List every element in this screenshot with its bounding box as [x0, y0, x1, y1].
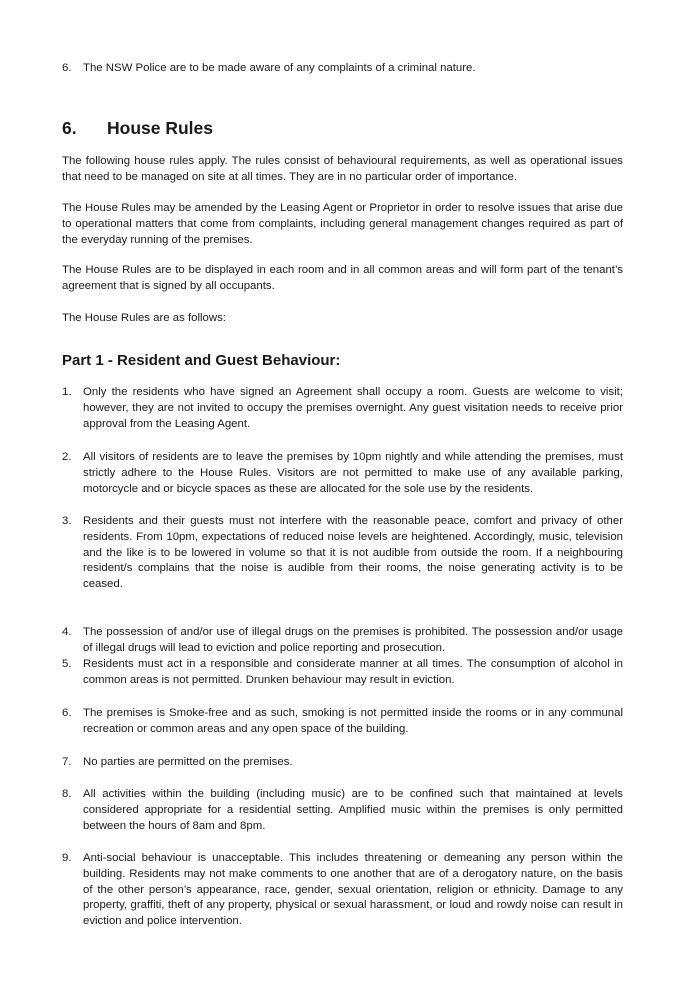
- rule-text: Anti-social behaviour is unacceptable. This includes threatening or demeaning any person within the building. Residents may not make comments to one another that are of a derogatory nature, on the basis of the other person’s appearance, race, gender, sexual orientation, religion or ethnicity. Damage to any property, graffiti, theft of any property, physical or sexual harassment, or loud and rowdy noise can result in eviction and police intervention.: [83, 852, 623, 928]
- rule-item: [62, 787, 623, 834]
- intro-paragraph: The following house rules apply. The rules consist of behavioural requirements, as well as operational issues that need to be managed on site at all times. They are in no particular order of importance.: [62, 155, 623, 183]
- rule-item: [62, 851, 623, 930]
- section-number: 6.: [62, 118, 77, 138]
- rule-item: [62, 625, 623, 657]
- rule-item: [62, 755, 623, 771]
- intro-paragraph: The House Rules may be amended by the Leasing Agent or Proprietor in order to resolve issues that arise due to operational matters that come from complaints, including general management changes required as part of the everyday running of the premises.: [62, 202, 623, 246]
- rule-number: 3.: [62, 515, 72, 527]
- rule-text: No parties are permitted on the premises.: [83, 756, 293, 768]
- rule-text: Residents must act in a responsible and considerate manner at all times. The consumption of alcohol in common areas is not permitted. Drunken behaviour may result in eviction.: [83, 658, 623, 686]
- rule-item: [62, 385, 623, 432]
- part-heading: Part 1 - Resident and Guest Behaviour:: [62, 352, 341, 369]
- rule-number: 9.: [62, 852, 72, 864]
- rule-item: [62, 657, 623, 689]
- rule-item: [62, 706, 623, 738]
- rule-number: 2.: [62, 451, 72, 463]
- rule-text: All activities within the building (including music) are to be confined such that maintained at levels considered appropriate for a residential setting. Amplified music within the premises is only permitted between the hours of 8am and 8pm.: [83, 788, 623, 832]
- rule-text: All visitors of residents are to leave the premises by 10pm nightly and while attending the premises, must strictly adhere to the House Rules. Visitors are not permitted to make use of any available parking, motorcycle and or bicycle spaces as these are allocated for the sole use by the residents.: [83, 451, 623, 495]
- rule-text: Only the residents who have signed an Agreement shall occupy a room. Guests are welcome to visit; however, they are not invited to occupy the premises overnight. Any guest visitation needs to receive prior approval from the Leasing Agent.: [83, 386, 623, 430]
- rule-item: [62, 450, 623, 497]
- rule-number: 7.: [62, 756, 72, 768]
- rule-number: 5.: [62, 658, 72, 670]
- rule-text: The premises is Smoke-free and as such, smoking is not permitted inside the rooms or in any communal recreation or common areas and any open space of the building.: [83, 707, 623, 735]
- list-item-text: The NSW Police are to be made aware of any complaints of a criminal nature.: [83, 62, 476, 74]
- section-title: House Rules: [107, 118, 213, 138]
- list-item: [62, 61, 623, 77]
- rule-number: 1.: [62, 386, 72, 398]
- rule-text: Residents and their guests must not interfere with the reasonable peace, comfort and privacy of other residents. From 10pm, expectations of reduced noise levels are heightened. Accordingly, music, television and the like is to be lowered in volume so that it is not audible from outside the room. If a neighbouring resident/s complains that the noise is audible from their rooms, the noise generating activity is to be ceased.: [83, 515, 623, 591]
- section-heading: [62, 117, 213, 139]
- list-item-number: 6.: [62, 62, 72, 74]
- rule-number: 4.: [62, 626, 72, 638]
- rule-number: 6.: [62, 707, 72, 719]
- intro-paragraph: The House Rules are to be displayed in each room and in all common areas and will form part of the tenant’s agreement that is signed by all occupants.: [62, 264, 623, 292]
- rule-text: The possession of and/or use of illegal drugs on the premises is prohibited. The possession and/or usage of illegal drugs will lead to eviction and police reporting and prosecution.: [83, 626, 623, 654]
- rule-item: [62, 514, 623, 593]
- intro-paragraph: The House Rules are as follows:: [62, 312, 226, 324]
- rule-number: 8.: [62, 788, 72, 800]
